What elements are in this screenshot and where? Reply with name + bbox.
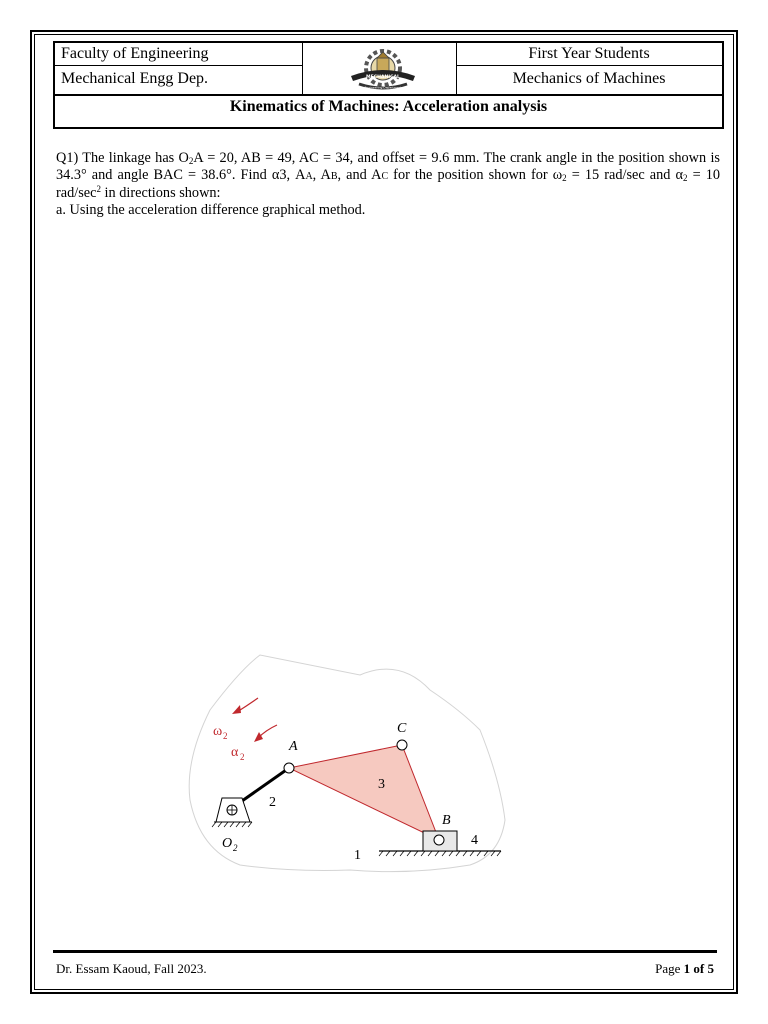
page-total: 5 [707, 961, 714, 976]
omega-symbol: ω [213, 724, 223, 739]
department-logo [345, 46, 421, 92]
question-statement: Q1) The linkage has $O_2A = 20$, AB = 49, AC = 34, and offset = 9.6 mm. The crank angle in the position shown is 34.3° and angle BAC = 38.6°. Find α3, AA, AB, and AC for the position shown for $\omega_2 = 15$ rad/sec and $\alpha_2 = 10$ rad/$\sec^2$ in directions shown: [56, 150, 721, 201]
link-number-1: 1 [354, 848, 361, 863]
page-title: Kinematics of Machines: Acceleration analysis [229, 98, 548, 115]
link-number-4: 4 [471, 833, 478, 848]
header-row-divider-left [55, 65, 303, 66]
page-of: of [693, 961, 705, 976]
header-table [53, 41, 724, 129]
department-name: Mechanical Engg Dep. [61, 70, 209, 87]
link-number-2: 2 [269, 795, 276, 810]
label-a: A [289, 739, 298, 754]
label-b: B [442, 813, 451, 828]
students-level: First Year Students [528, 45, 650, 62]
alpha-symbol: α [231, 745, 239, 760]
page-number [655, 961, 714, 977]
omega-arrow-head [232, 705, 241, 714]
faculty-name: Faculty of Engineering [61, 45, 209, 62]
footer-rule [53, 950, 717, 953]
joint-a [284, 763, 294, 773]
page-current: 1 [683, 961, 691, 976]
page-word: Page [655, 961, 681, 976]
question-part-a: a. Using the acceleration difference graphical method. [56, 201, 366, 218]
logo-text-top: MECHANICAL [366, 75, 400, 80]
label-o-subscript: 2 [233, 843, 238, 853]
coupler-link-3 [289, 745, 439, 840]
ground-pivot-o2 [212, 798, 252, 827]
logo-text-bottom: Engineering Department [364, 85, 402, 90]
joint-c [397, 740, 407, 750]
alpha-subscript: 2 [240, 752, 245, 762]
header-title-divider [55, 94, 722, 96]
header-divider-left [302, 43, 303, 94]
label-o: O [222, 836, 233, 851]
joint-b [434, 835, 444, 845]
course-name: Mechanics of Machines [512, 70, 666, 87]
omega-subscript: 2 [223, 731, 228, 741]
question-number: Q1) [56, 150, 79, 166]
alpha-arrow-head [254, 732, 263, 742]
footer-author: Dr. Essam Kaoud, Fall 2023. [56, 961, 207, 976]
ground-rail-hatch [379, 851, 501, 856]
linkage-figure [180, 650, 510, 875]
label-c: C [397, 721, 407, 736]
link-number-3: 3 [378, 777, 385, 792]
question-text [56, 150, 720, 218]
header-row-divider-right [456, 65, 722, 66]
